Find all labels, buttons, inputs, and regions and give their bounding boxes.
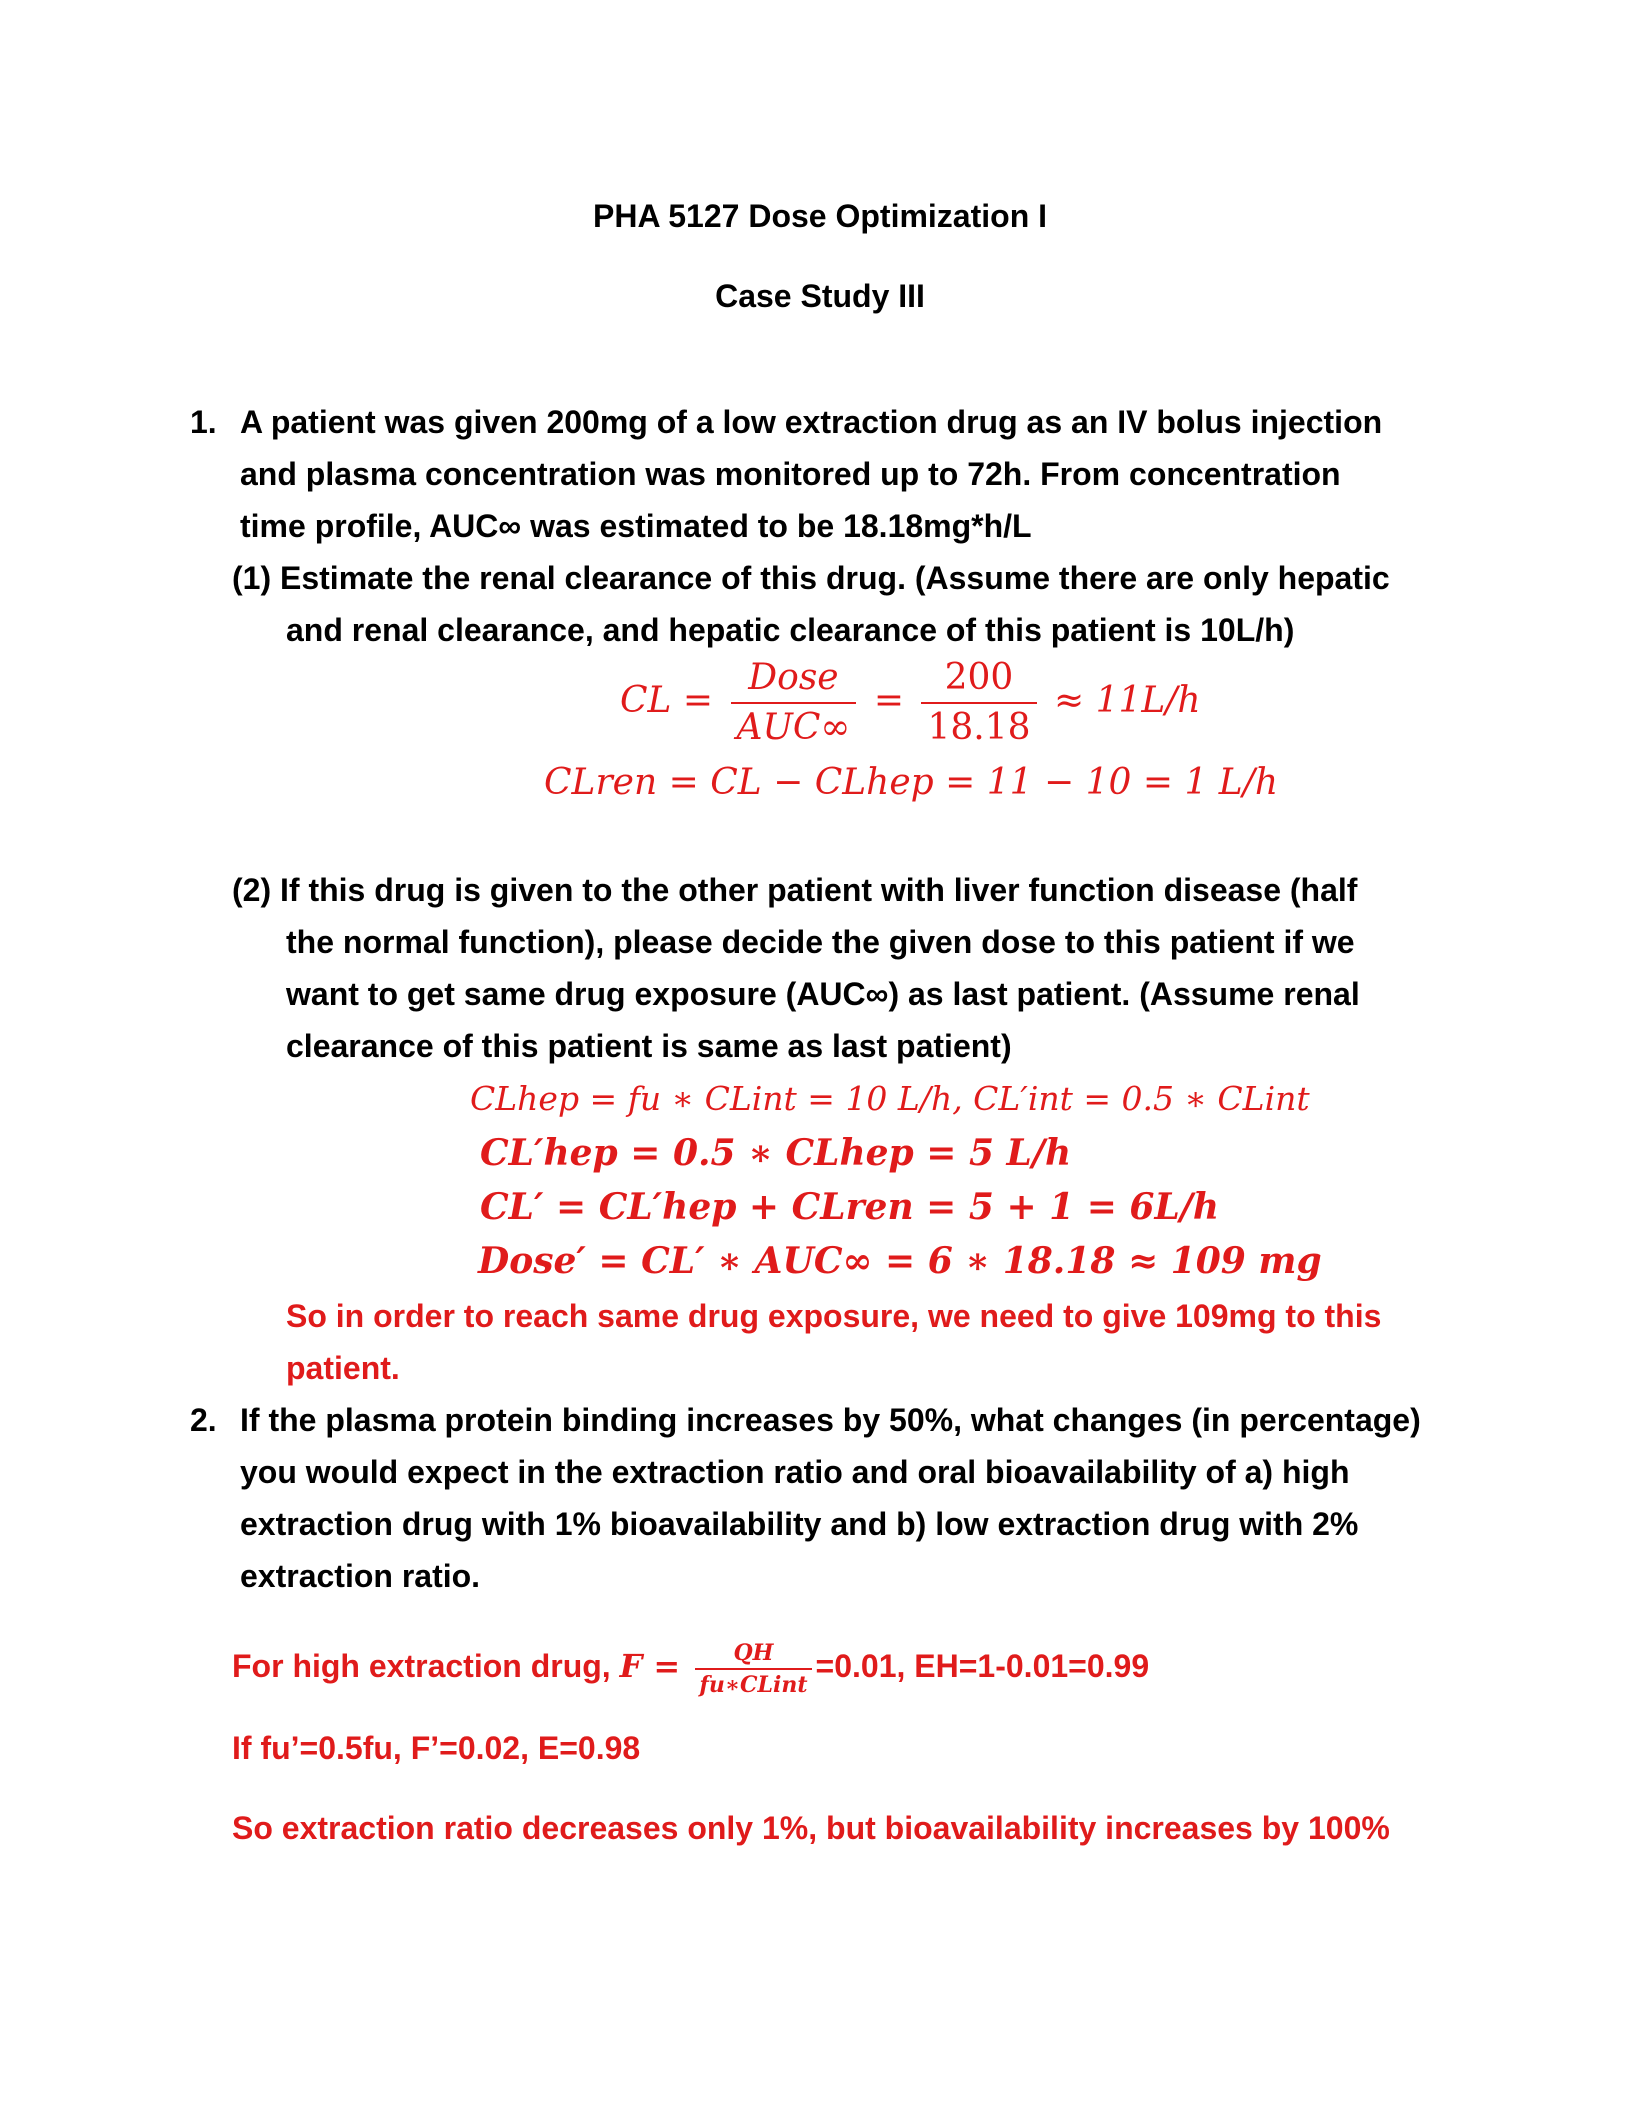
question-1-line-1: A patient was given 200mg of a low extraction drug as an IV bolus injection — [240, 404, 1383, 440]
equation-hepatic-clearance: CLhep = fu ∗ CLint = 10 L/h, CL′int = 0.5 ∗ CLint — [470, 1079, 1310, 1118]
question-2-answer-line-2: If fu’=0.5fu, F’=0.02, E=0.98 — [232, 1730, 641, 1766]
part-2-answer-line-1: So in order to reach same drug exposure, we need to give 109mg to this — [286, 1298, 1382, 1334]
part-1-line-2: and renal clearance, and hepatic clearance of this patient is 10L/h) — [286, 612, 1295, 648]
equation-new-total-clearance: CL′ = CL′hep + CLren = 5 + 1 = 6L/h — [480, 1186, 1220, 1228]
part-2-answer-line-2: patient. — [286, 1350, 400, 1386]
bioavailability-fraction: $\frac{QH}{\text{fu∗CLint}}$ — [695, 1638, 811, 1700]
part-1-line-1: (1) Estimate the renal clearance of this drug. (Assume there are only hepatic — [232, 560, 1390, 596]
question-1-line-3: time profile, AUC∞ was estimated to be 18.18mg*h/L — [240, 508, 1032, 544]
question-2-line-1: If the plasma protein binding increases by 50%, what changes (in percentage) — [240, 1402, 1421, 1438]
question-2-answer-line-3: So extraction ratio decreases only 1%, but bioavailability increases by 100% — [232, 1810, 1390, 1846]
part-2-line-4: clearance of this patient is same as last patient) — [286, 1028, 1012, 1064]
page-subtitle: Case Study III — [715, 278, 925, 314]
page-title: PHA 5127 Dose Optimization I — [592, 198, 1048, 234]
question-2-answer-line-1: For high extraction drug, F = $\frac{QH}{\text{fu∗CLint}}$ =0.01, EH=1-0.01=0.99 — [232, 1639, 1150, 1698]
part-2-line-1: (2) If this drug is given to the other patient with liver function disease (half — [232, 872, 1358, 908]
question-2-line-4: extraction ratio. — [240, 1558, 481, 1594]
question-2-line-3: extraction drug with 1% bioavailability and b) low extraction drug with 2% — [240, 1506, 1359, 1542]
part-2-line-2: the normal function), please decide the given dose to this patient if we — [286, 924, 1355, 960]
equation-total-clearance: CL = $\frac{\text{Dose}}{\text{AUC∞}}$ = $\frac{200}{18.18}$ ≈ 11L/h — [620, 654, 1201, 752]
part-2-line-3: want to get same drug exposure (AUC∞) as last patient. (Assume renal — [286, 976, 1360, 1012]
equation-new-dose: Dose′ = CL′ ∗ AUC∞ = 6 ∗ 18.18 ≈ 109 mg — [478, 1240, 1322, 1282]
equation-renal-clearance: CLren = CL − CLhep = 11 − 10 = 1 L/h — [544, 762, 1279, 803]
question-1-number: 1. — [190, 404, 217, 440]
equation-new-hepatic-clearance: CL′hep = 0.5 ∗ CLhep = 5 L/h — [480, 1132, 1072, 1174]
question-2-number: 2. — [190, 1402, 217, 1438]
question-1-line-2: and plasma concentration was monitored up to 72h. From concentration — [240, 456, 1341, 492]
question-2-line-2: you would expect in the extraction ratio and oral bioavailability of a) high — [240, 1454, 1350, 1490]
